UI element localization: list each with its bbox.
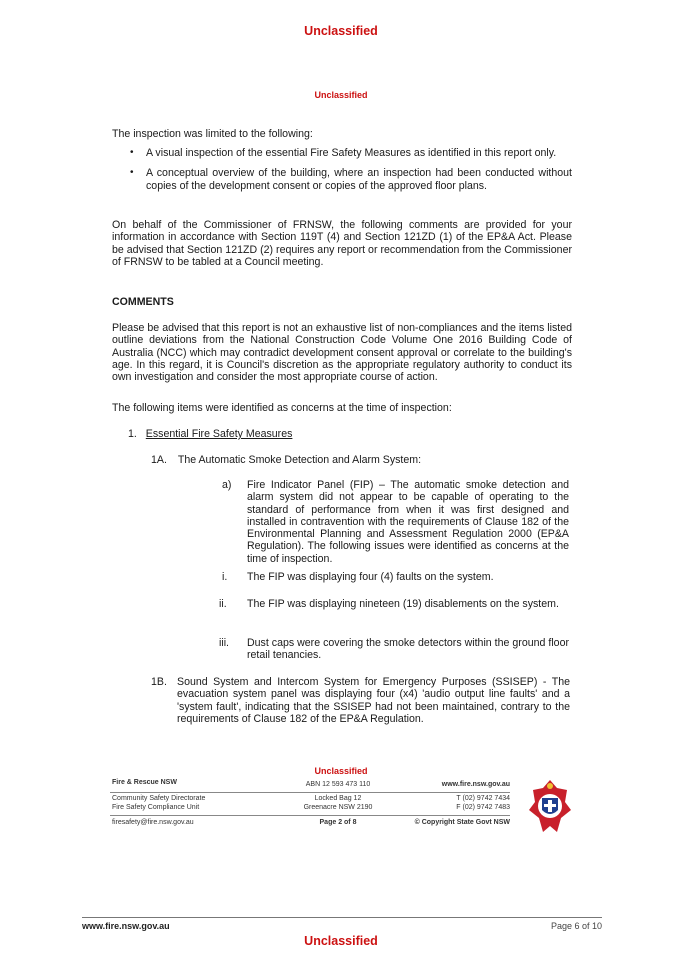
roman-3-number: iii. bbox=[219, 637, 230, 649]
footer-web: www.fire.nsw.gov.au bbox=[441, 781, 510, 788]
page-footer-page: Page 6 of 10 bbox=[550, 921, 602, 931]
item-1a-a-label: a) bbox=[222, 479, 232, 491]
footer-abn: ABN 12 593 473 110 bbox=[305, 781, 371, 788]
footer-dept bbox=[112, 795, 205, 812]
item-1-number: 1. bbox=[128, 428, 137, 440]
item-1a bbox=[151, 454, 421, 466]
classification-top: Unclassified bbox=[304, 24, 378, 38]
classification-footer-inner: Unclassified bbox=[314, 766, 368, 776]
bullet-text: A visual inspection of the essential Fire Safety Measures as identified in this report only. bbox=[146, 147, 557, 159]
behalf-paragraph: On behalf of the Commissioner of FRNSW, the following comments are provided for your information in accordance with Section 119T (4) and Section 121ZD (1) of the EP&A Act. Please be advised that Section 121ZD (2) requires any report or recommendation from the Commissioner of FRNSW to be tabled at a Council meeting. bbox=[112, 219, 572, 268]
roman-2-text: The FIP was displaying nineteen (19) disablements on the system. bbox=[247, 598, 559, 610]
footer-address-2: Greenacre NSW 2190 bbox=[303, 803, 373, 811]
footer-divider-1 bbox=[110, 792, 510, 793]
page-footer-web: www.fire.nsw.gov.au bbox=[82, 921, 170, 931]
footer-fax: F (02) 9742 7483 bbox=[456, 803, 510, 811]
roman-1-number: i. bbox=[222, 571, 228, 583]
page-footer-line bbox=[82, 917, 602, 918]
footer-address bbox=[288, 795, 388, 812]
item-1b-number: 1B. bbox=[151, 676, 167, 688]
bullet-list bbox=[130, 147, 572, 192]
footer-dept-1: Community Safety Directorate bbox=[112, 795, 206, 802]
footer-email: firesafety@fire.nsw.gov.au bbox=[112, 819, 194, 826]
classification-bottom: Unclassified bbox=[304, 934, 378, 948]
intro-text: The inspection was limited to the following: bbox=[112, 128, 313, 140]
item-1-title: Essential Fire Safety Measures bbox=[145, 428, 293, 440]
footer-copyright: © Copyright State Govt NSW bbox=[414, 819, 510, 826]
bullet-dot: • bbox=[130, 147, 134, 158]
list-item bbox=[130, 147, 572, 159]
item-1b-text: Sound System and Intercom System for Emergency Purposes (SSISEP) - The evacuation system panel was displaying four (x4) 'audio output line faults' and a 'system fault', indicating that the SSISEP had not been maintained, contrary to the requirements of Clause 182 of the EP&A Regulation. bbox=[177, 676, 570, 725]
frnsw-logo-icon bbox=[527, 778, 573, 836]
bullet-text: A conceptual overview of the building, where an inspection had been conducted without copies of the development consent or copies of the approved floor plans. bbox=[146, 167, 572, 192]
comments-paragraph: Please be advised that this report is not an exhaustive list of non-compliances and the items listed outline deviations from the National Construction Code Volume One 2016 Building Code of Australia (NCC) which may contradict development consent approval or correlate to the building's age. In this regard, it is Council's discretion as the appropriate regulatory authority to conduct its own investigation and consider the most appropriate course of action. bbox=[112, 322, 572, 384]
item-1a-number: 1A. bbox=[151, 454, 167, 466]
comments-heading: COMMENTS bbox=[112, 296, 174, 308]
footer-address-1: Locked Bag 12 bbox=[314, 795, 362, 802]
list-item bbox=[130, 167, 572, 192]
footer-divider-2 bbox=[110, 815, 510, 816]
footer-dept-2: Fire Safety Compliance Unit bbox=[112, 803, 200, 811]
item-1a-title: The Automatic Smoke Detection and Alarm System: bbox=[177, 454, 422, 466]
footer-phone: T (02) 9742 7434 bbox=[456, 795, 510, 802]
footer-page: Page 2 of 8 bbox=[319, 819, 357, 826]
roman-2-number: ii. bbox=[219, 598, 227, 610]
footer-contact bbox=[400, 795, 510, 812]
roman-1-text: The FIP was displaying four (4) faults on the system. bbox=[247, 571, 494, 583]
classification-inner: Unclassified bbox=[314, 90, 368, 100]
footer-org: Fire & Rescue NSW bbox=[112, 779, 177, 786]
item-1 bbox=[128, 428, 292, 440]
items-intro: The following items were identified as concerns at the time of inspection: bbox=[112, 402, 452, 414]
roman-3-text: Dust caps were covering the smoke detectors within the ground floor retail tenancies. bbox=[247, 637, 569, 662]
bullet-dot: • bbox=[130, 167, 134, 179]
item-1a-a-text: Fire Indicator Panel (FIP) – The automatic smoke detection and alarm system did not appear to be capable of operating to the standard of performance from when it was first designed and installed in contravention with the requirements of Clause 182 of the Environmental Planning and Assessment Regulation 2000 (EP&A Regulation). The following issues were identified as concerns at the time of inspection. bbox=[247, 479, 569, 565]
